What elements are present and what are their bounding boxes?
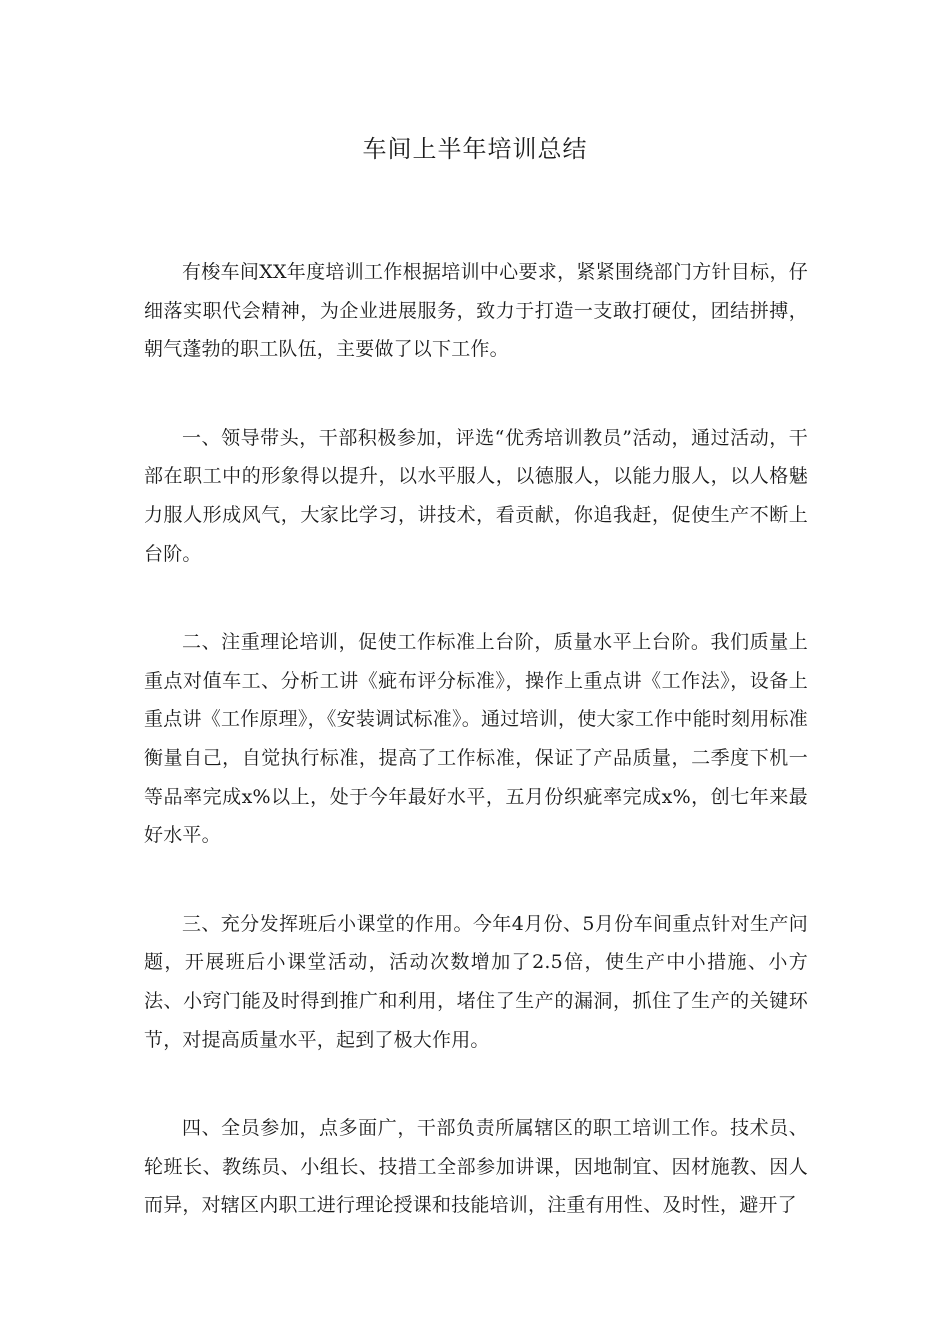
document-title: 车间上半年培训总结 [362, 135, 588, 163]
paragraph-section-1: 一、领导带头，干部积极参加，评选“优秀培训教员”活动，通过活动，干部在职工中的形象得以提升，以水平服人，以德服人，以能力服人，以人格魅力服人形成风气，大家比学习，讲技术，看贡献，你追我赶，促使生产不断上台阶。 [144, 426, 808, 565]
paragraph-section-4: 四、全员参加，点多面广，干部负责所属辖区的职工培训工作。技术员、轮班长、教练员、小组长、技措工全部参加讲课，因地制宜、因材施教、因人而异，对辖区内职工进行理论授课和技能培训，注重有用性、及时性，避开了 [144, 1117, 808, 1217]
document-body [144, 253, 808, 1275]
paragraph-intro: 有梭车间XX年度培训工作根据培训中心要求，紧紧围绕部门方针目标，仔细落实职代会精神，为企业进展服务，致力于打造一支敢打硬仗，团结拼搏，朝气蓬勃的职工队伍，主要做了以下工作。 [144, 261, 808, 361]
paragraph-section-2: 二、注重理论培训，促使工作标准上台阶，质量水平上台阶。我们质量上重点对值车工、分析工讲《疵布评分标准》，操作上重点讲《工作法》，设备上重点讲《工作原理》，《安装调试标准》。通过培训，使大家工作中能时刻用标准衡量自己，自觉执行标准，提高了工作标准，保证了产品质量，二季度下机一等品率完成x%以上，处于今年最好水平，五月份织疵率完成x%，创七年来最好水平。 [144, 631, 808, 847]
paragraph-section-3: 三、充分发挥班后小课堂的作用。今年4月份、5月份车间重点针对生产问题，开展班后小课堂活动，活动次数增加了2.5倍，使生产中小措施、小方法、小窍门能及时得到推广和利用，堵住了生产的漏洞，抓住了生产的关键环节，对提高质量水平，起到了极大作用。 [144, 912, 808, 1051]
